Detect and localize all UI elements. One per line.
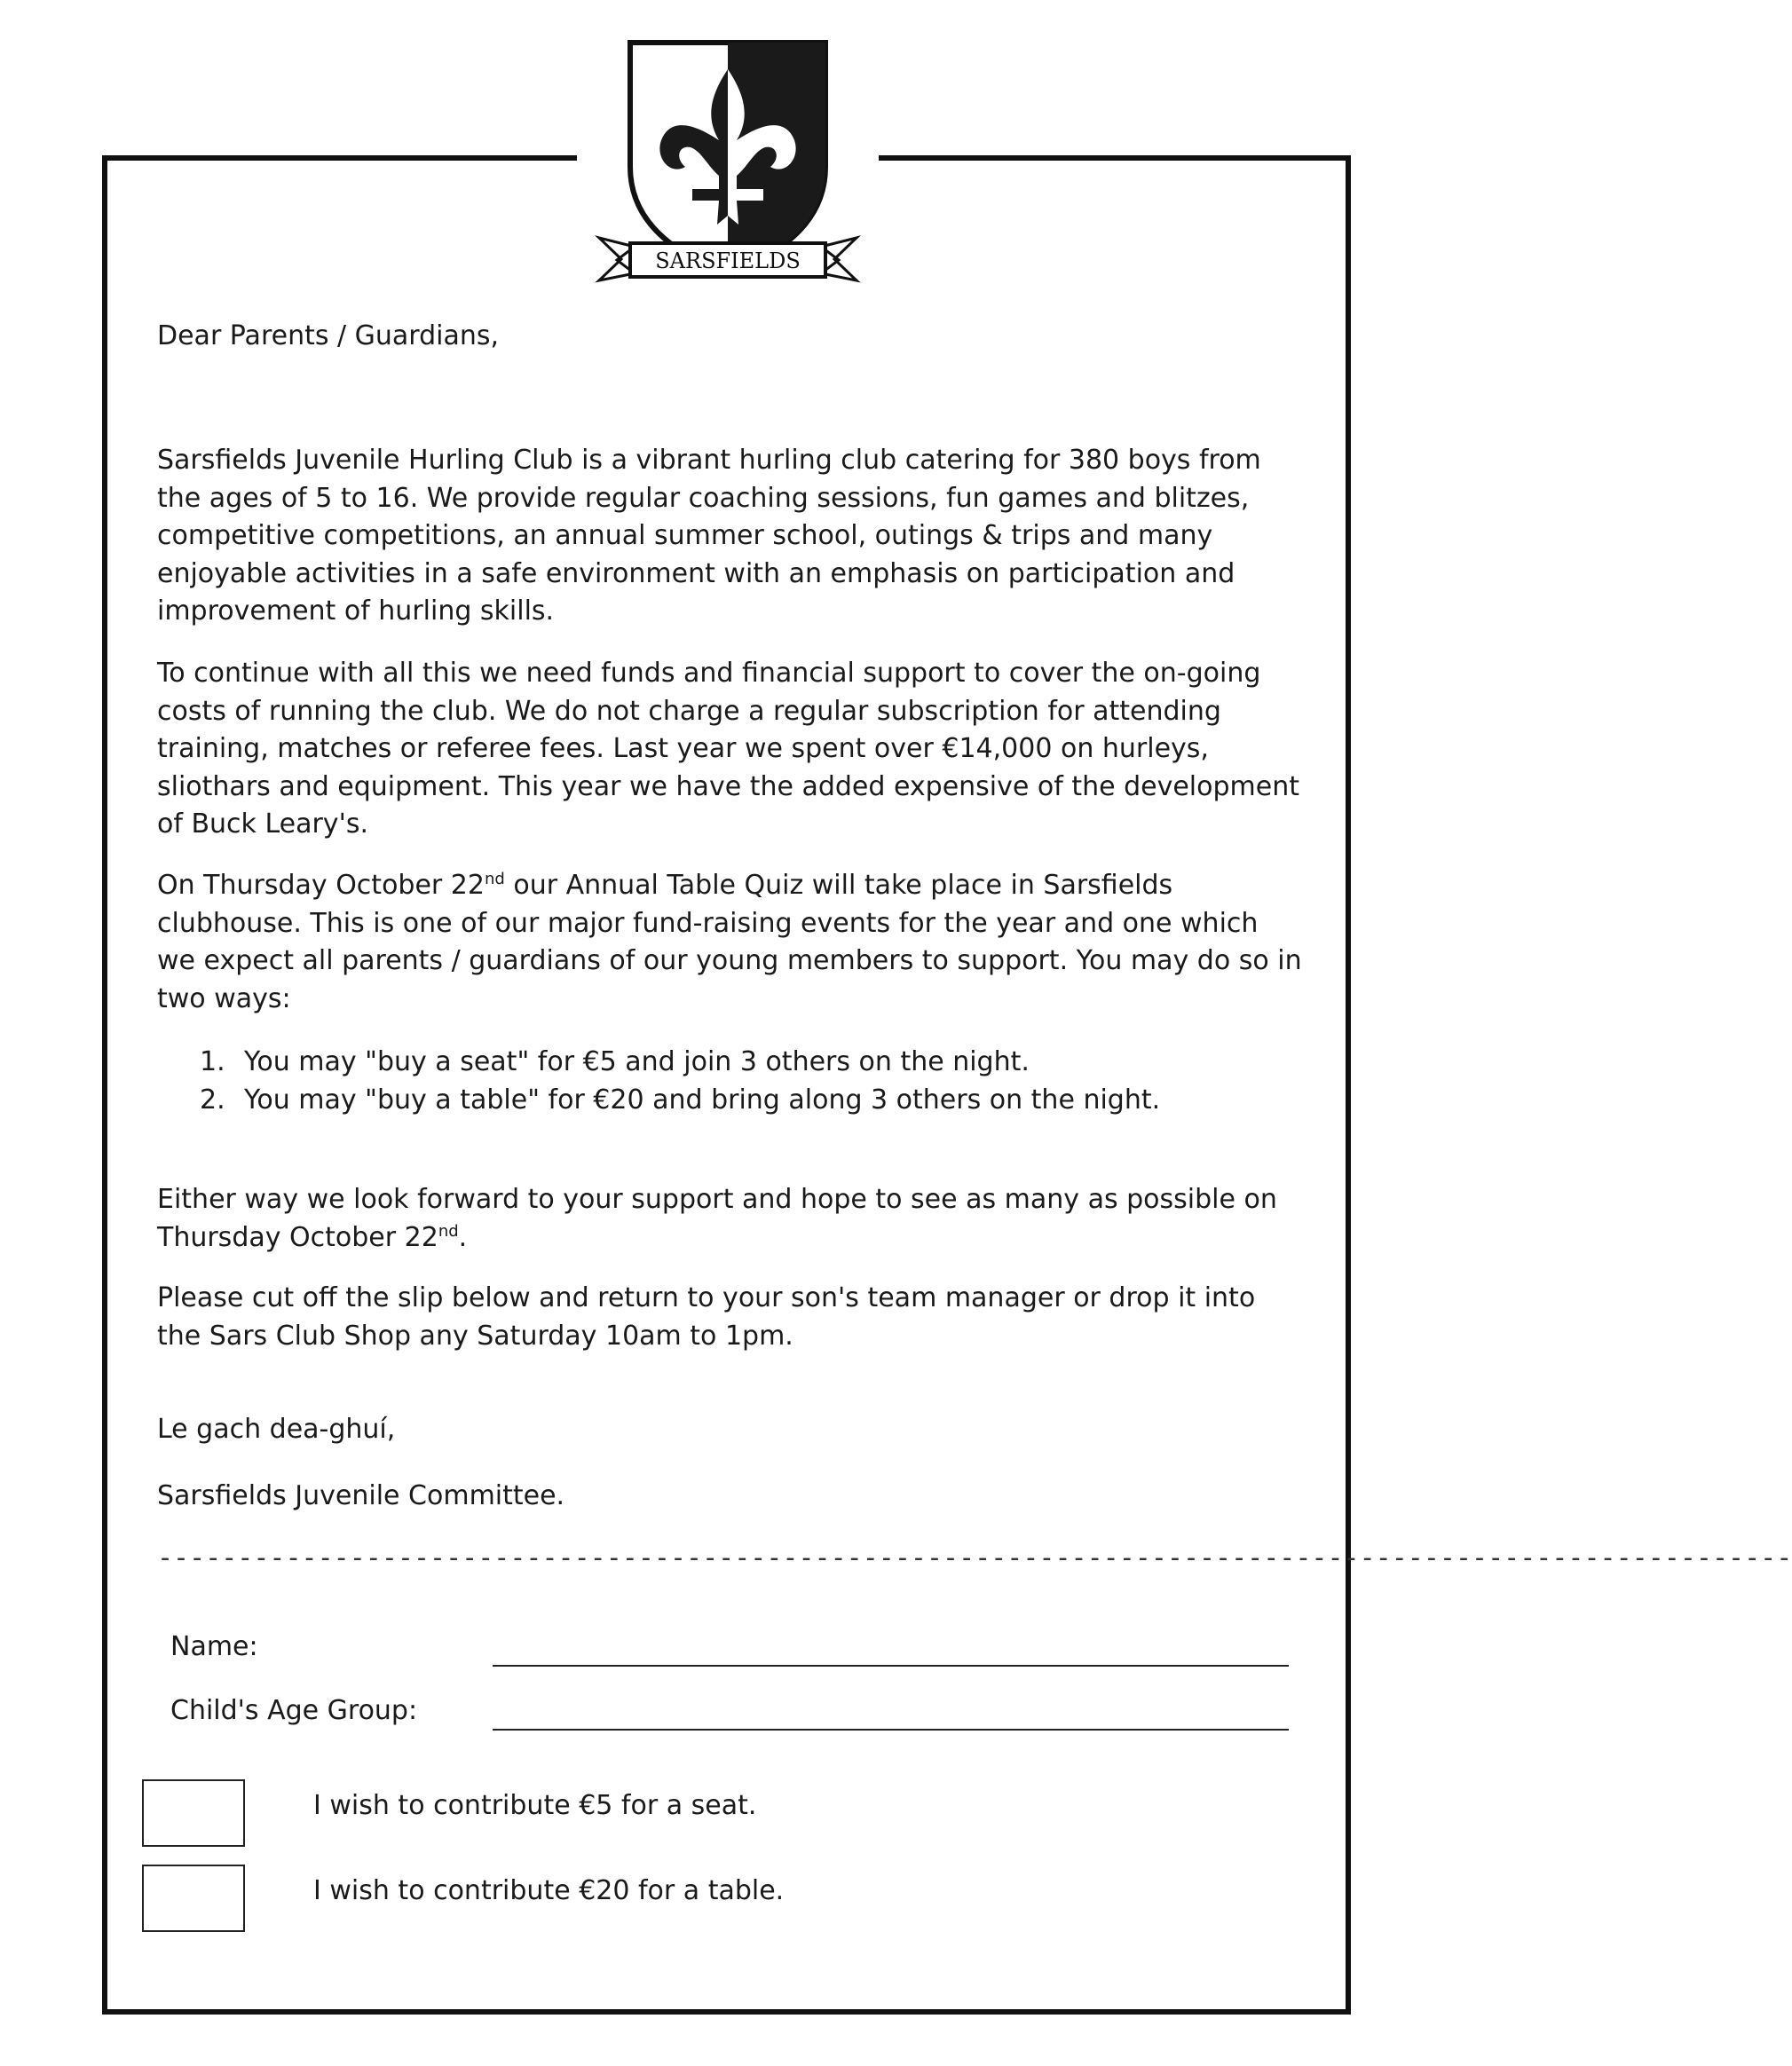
paragraph-support [157,1181,1302,1257]
table-option-label: I wish to contribute €20 for a table. [313,1875,785,1906]
list-text: You may "buy a seat" for €5 and join 3 others on the night. [244,1046,1030,1077]
cut-line: ------------------------------------------------------------------------------------------------------ [157,1542,1792,1573]
crest-graphic [586,34,870,300]
paragraph-quiz-start: On Thursday October 22 [157,870,485,901]
name-label: Name: [170,1631,258,1662]
paragraph-support-start: Either way we look forward to your support and hope to see as many as possible on Thursday October 22 [157,1184,1277,1253]
list-item [200,1043,1160,1081]
signoff: Le gach dea-ghuí, [157,1414,396,1445]
age-group-field[interactable] [493,1729,1289,1731]
seat-checkbox[interactable] [142,1779,245,1847]
ordinal-suffix: nd [484,870,505,888]
list-number: 2. [200,1084,225,1116]
age-group-label: Child's Age Group: [170,1695,418,1726]
paragraph-intro: Sarsfields Juvenile Hurling Club is a vibrant hurling club catering for 380 boys from the ages of 5 to 16. We provide regular coaching sessions, fun games and blitzes, competitive competitions, an annual summer school, outings & trips and many enjoyable activities in a safe environment with an emphasis on participation and improvement of hurling skills. [157,445,1261,627]
paragraph-support-end: . [458,1221,468,1253]
paragraph-quiz-end: our Annual Table Quiz will take place in Sarsfields clubhouse. This is one of our major fund-raising events for the year and one which we expect all parents / guardians of our young members to support. You may do so in two ways: [157,870,1302,1014]
list-number: 1. [200,1046,225,1077]
paragraph-quiz [157,867,1302,1018]
paragraph-funding: To continue with all this we need funds and financial support to cover the on-going costs of running the club. We do not charge a regular subscription for attending training, matches or referee fees. Last year we spent over €14,000 on hurleys, sliothars and equipment. This year we have the added expensive of the development of Buck Leary's. [157,658,1299,840]
seat-option-label: I wish to contribute €5 for a seat. [313,1790,757,1821]
paragraph-return-slip: Please cut off the slip below and return to your son's team manager or drop it into the Sars Club Shop any Saturday 10am to 1pm. [157,1282,1256,1352]
list-text: You may "buy a table" for €20 and bring along 3 others on the night. [244,1084,1161,1116]
salutation: Dear Parents / Guardians, [157,320,500,351]
club-crest [586,34,870,300]
ordinal-suffix: nd [438,1221,459,1241]
options-list [200,1043,1160,1119]
signature: Sarsfields Juvenile Committee. [157,1480,565,1511]
table-checkbox[interactable] [142,1865,245,1932]
list-item [200,1081,1160,1119]
name-field[interactable] [493,1665,1289,1667]
crest-banner-text: SARSFIELDS [655,248,801,273]
